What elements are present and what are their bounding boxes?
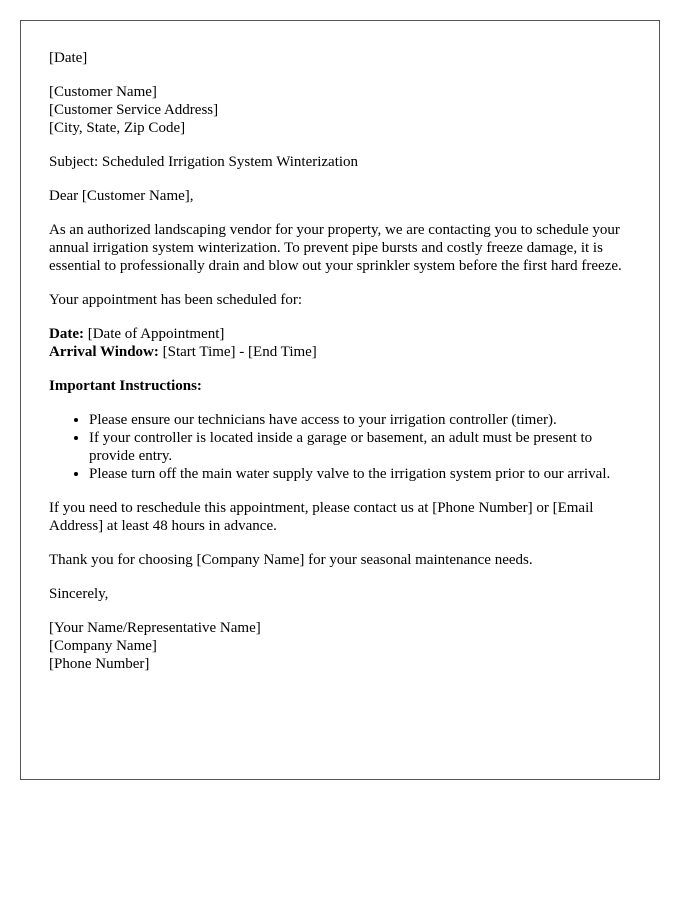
- intro-paragraph: As an authorized landscaping vendor for your property, we are contacting you to schedule your annual irrigation system winterization. To prevent pipe bursts and costly freeze damage, it is essential to professionally drain and blow out your sprinkler system before the first hard freeze.: [49, 222, 622, 274]
- instruction-item: • Please turn off the main water supply valve to the irrigation system prior to our arrival.: [89, 465, 631, 483]
- letter-page: [20, 20, 660, 780]
- instruction-item: • Please ensure our technicians have access to your irrigation controller (timer).: [89, 411, 631, 429]
- appointment-date-value: [Date of Appointment]: [83, 326, 225, 342]
- letter-subject: Subject: Scheduled Irrigation System Winterization: [49, 154, 359, 170]
- recipient-city-state-zip: [City, State, Zip Code]: [49, 120, 186, 136]
- letter-closing: Sincerely,: [49, 586, 109, 602]
- appointment-date-label: Date:: [49, 326, 84, 342]
- letter-date: [Date]: [49, 50, 88, 66]
- arrival-window-value: [Start Time] - [End Time]: [158, 344, 317, 360]
- reschedule-paragraph: If you need to reschedule this appointment, please contact us at [Phone Number] or [Email Address] at least 48 hours in advance.: [49, 500, 594, 534]
- signature-name: [Your Name/Representative Name]: [49, 620, 261, 636]
- instructions-list: [49, 411, 631, 483]
- arrival-window-label: Arrival Window:: [49, 344, 159, 360]
- appointment-details: [49, 325, 631, 361]
- instruction-item: • If your controller is located inside a garage or basement, an adult must be present to provide entry.: [89, 429, 631, 465]
- signature-company: [Company Name]: [49, 638, 157, 654]
- thanks-paragraph: Thank you for choosing [Company Name] for your seasonal maintenance needs.: [49, 552, 533, 568]
- signature-block: [49, 619, 631, 673]
- recipient-address: [Customer Service Address]: [49, 102, 219, 118]
- recipient-block: [49, 83, 631, 137]
- recipient-name: [Customer Name]: [49, 84, 157, 100]
- signature-phone: [Phone Number]: [49, 656, 150, 672]
- appointment-intro: Your appointment has been scheduled for:: [49, 292, 303, 308]
- instructions-heading: Important Instructions:: [49, 378, 202, 394]
- letter-salutation: Dear [Customer Name],: [49, 188, 194, 204]
- appointment-date-line: [49, 325, 631, 343]
- arrival-window-line: [49, 343, 631, 361]
